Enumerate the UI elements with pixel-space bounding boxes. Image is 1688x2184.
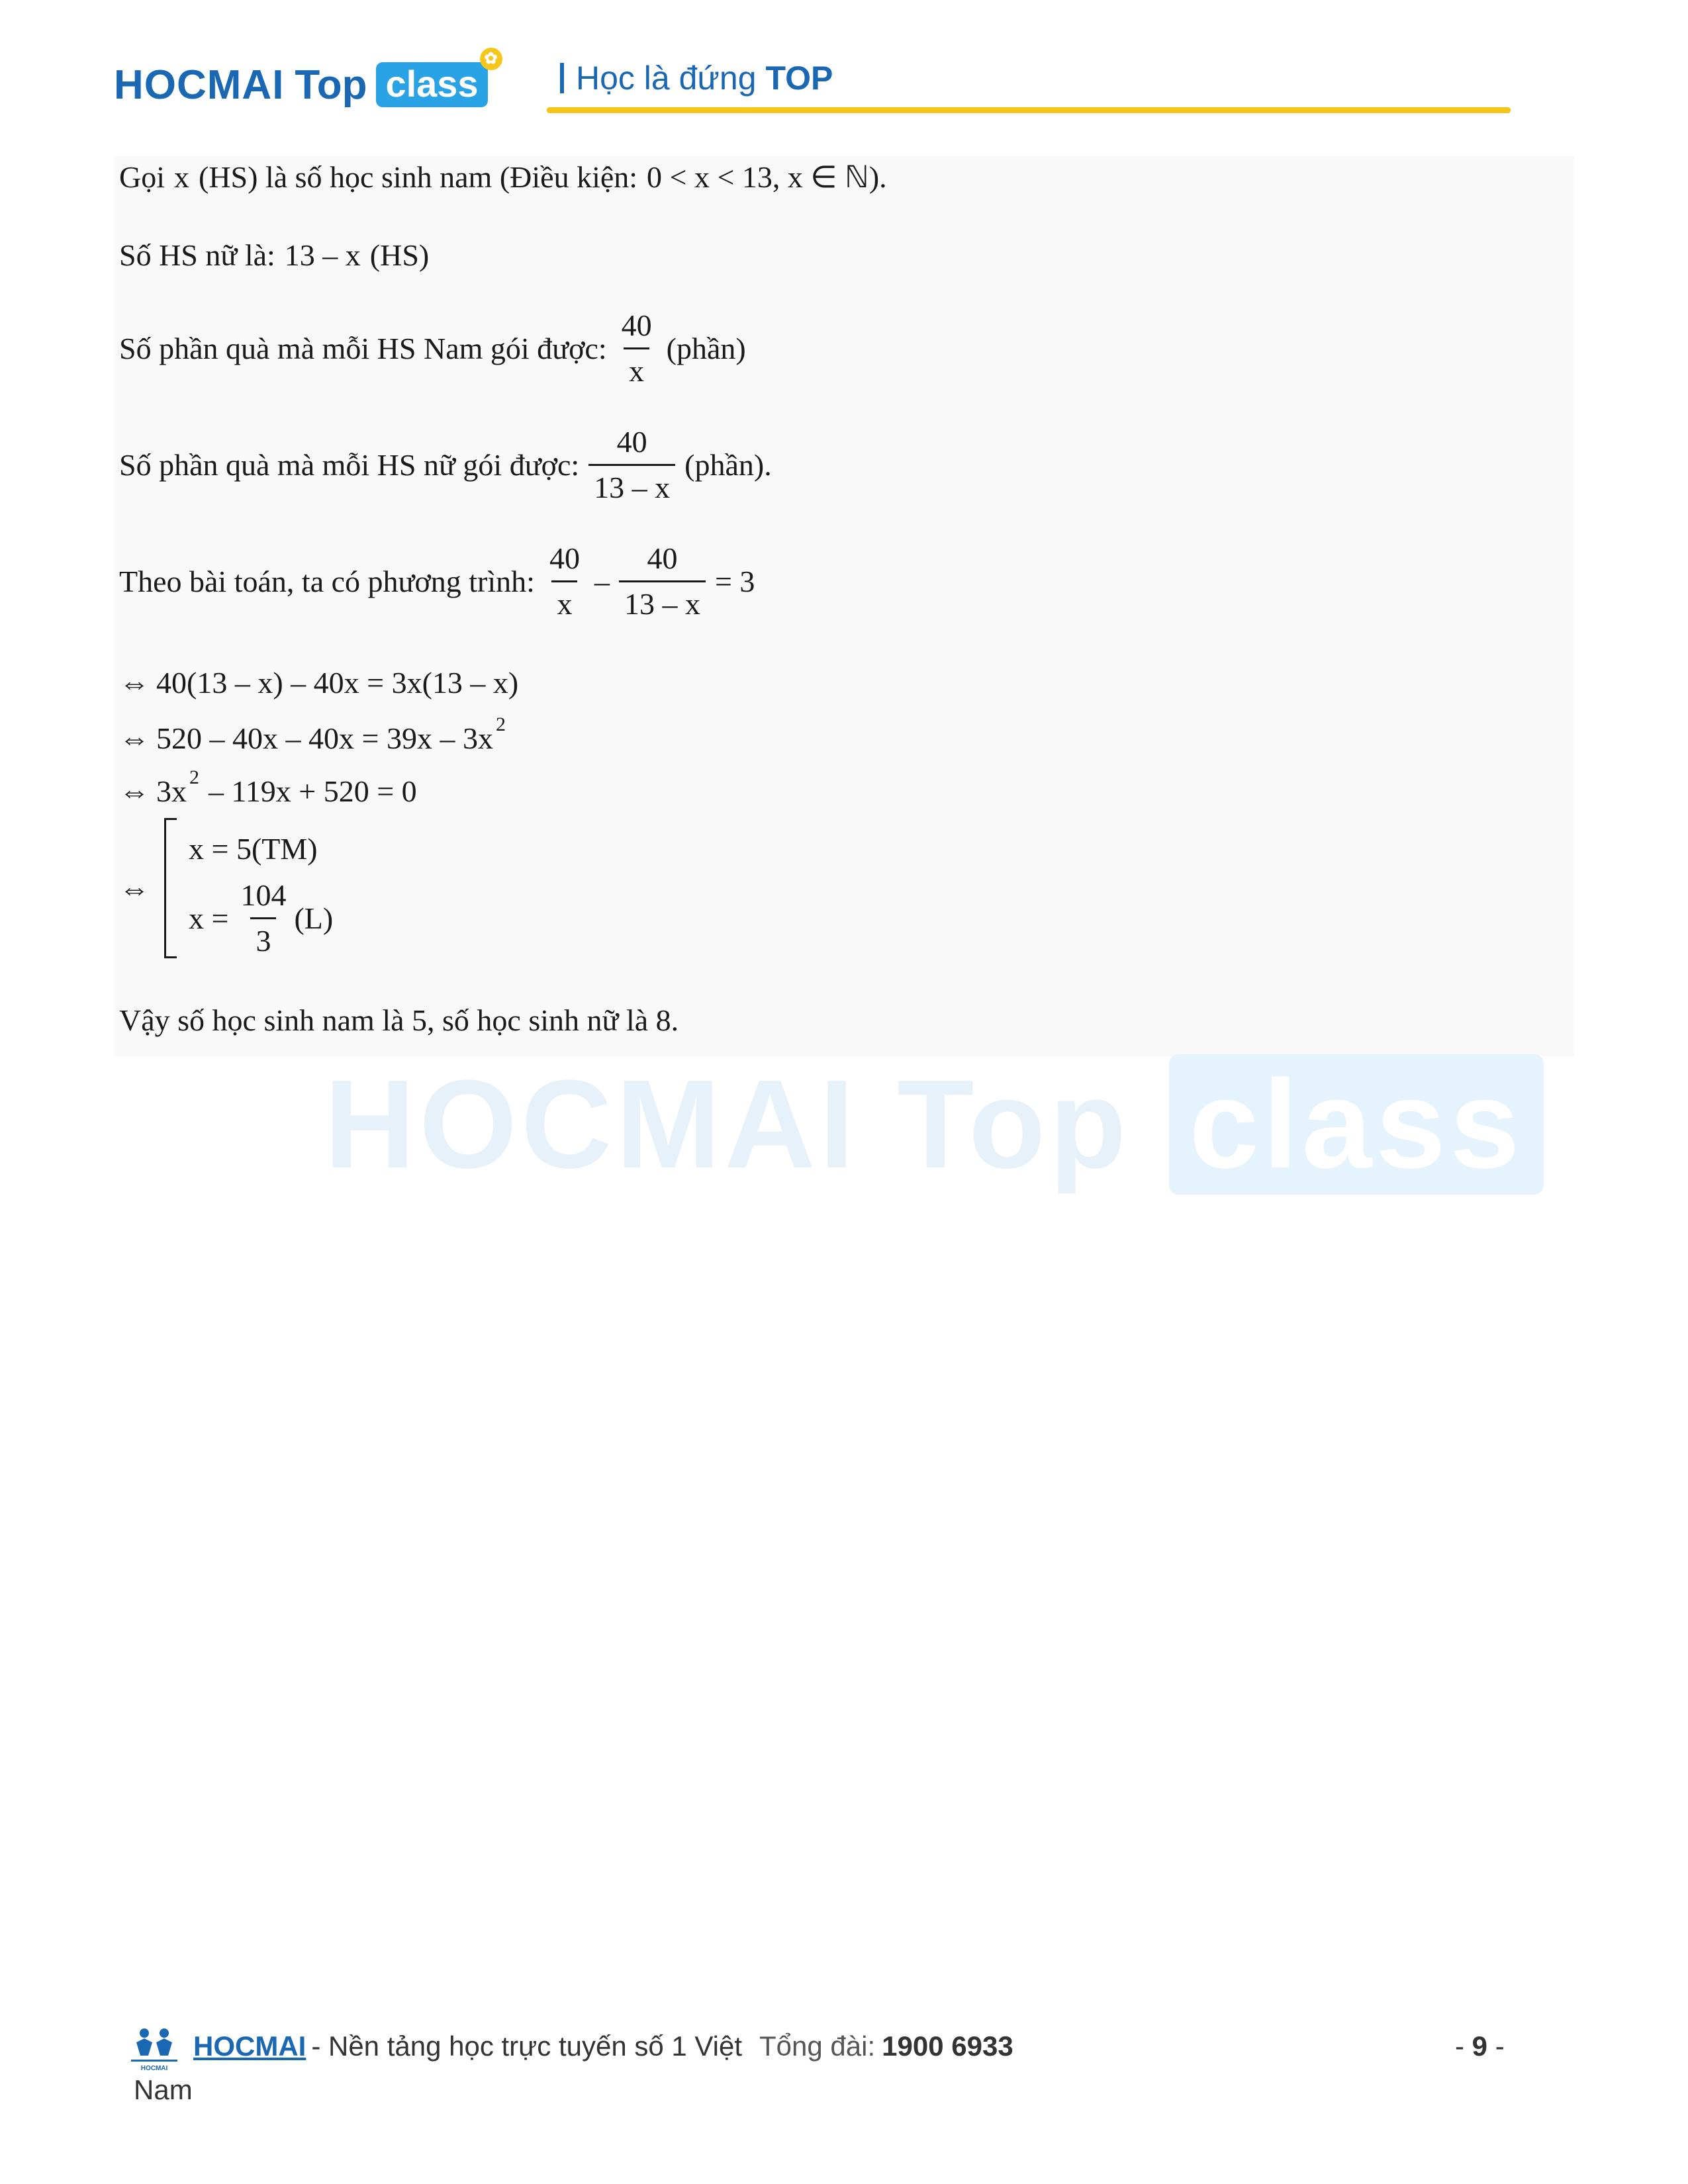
math-expr: 13 – x [284, 238, 361, 272]
exponent: 2 [189, 766, 199, 788]
math-expr: 3x [156, 774, 187, 808]
logo-top-text: Top [295, 62, 367, 108]
step-1 [119, 659, 518, 705]
fraction [235, 874, 291, 963]
star-icon: ✿ [480, 48, 502, 70]
watermark-class: class [1169, 1054, 1543, 1195]
page-number [1455, 2030, 1505, 2062]
header-tagline [560, 57, 833, 99]
equivalent-symbol: ⇔ [119, 665, 150, 700]
math-expr: – 119x + 520 = 0 [209, 774, 417, 808]
unit: (HS) [369, 238, 430, 272]
svg-text:HOCMAI: HOCMAI [140, 2065, 168, 2072]
system-rows [189, 819, 333, 958]
tagline-prefix: Học là đứng [576, 60, 757, 97]
text: Theo bài toán, ta có phương trình: [119, 564, 535, 598]
tagline-top: TOP [765, 60, 833, 97]
hocmai-footer-logo-icon [130, 2026, 179, 2073]
math-expr: = 3 [714, 564, 755, 598]
denominator: 13 – x [619, 580, 706, 626]
footer-tagline-wrap: Nam [134, 2074, 193, 2105]
step-3 [119, 766, 417, 813]
line-girls-gifts [119, 418, 772, 511]
text: Số phần quà mà mỗi HS nữ gói được: [119, 447, 580, 482]
footer-hotline-label: Tổng đài: [759, 2030, 876, 2062]
logo-class-text: class [385, 63, 479, 105]
footer-hotline-number: 1900 6933 [882, 2030, 1013, 2062]
conclusion [119, 998, 679, 1042]
system-row [189, 878, 333, 958]
page-number-value: 9 [1472, 2030, 1488, 2062]
hocmai-topclass-logo [114, 50, 498, 111]
exponent: 2 [495, 713, 506, 735]
fraction [544, 537, 585, 626]
footer-tagline: - Nền tảng học trực tuyến số 1 Việt [311, 2030, 743, 2062]
fraction [588, 420, 675, 510]
equivalent-symbol: ⇔ [119, 774, 150, 808]
footer-brand-link[interactable]: HOCMAI [193, 2030, 306, 2062]
step-2 [119, 713, 506, 760]
fraction [619, 537, 706, 626]
math-expr: x = 5(TM) [189, 831, 318, 866]
fraction [616, 304, 657, 393]
denominator: x [551, 580, 577, 626]
math-expr: (L) [294, 901, 334, 935]
text: Số HS nữ là: [119, 238, 275, 272]
solution-system [119, 818, 333, 958]
denominator: 3 [250, 917, 276, 963]
equivalent-symbol: ⇔ [119, 721, 150, 755]
logo-hocmai-text: HOCMAI [114, 62, 285, 108]
operator: – [594, 564, 610, 598]
math-expr: 40(13 – x) – 40x = 3x(13 – x) [156, 665, 519, 700]
denominator: x [624, 347, 649, 393]
unit: (phần). [684, 447, 772, 482]
numerator: 40 [549, 541, 580, 575]
line-girls-count [119, 233, 429, 277]
condition: 0 < x < 13, x ∈ ℕ [647, 160, 869, 194]
system-bracket [164, 818, 177, 958]
math-var: x [174, 159, 189, 194]
text: Gọi [119, 159, 165, 194]
line-boys-gifts [119, 302, 746, 394]
numerator: 40 [616, 424, 647, 459]
logo-class-badge [376, 50, 498, 107]
numerator: 40 [621, 308, 652, 342]
watermark [324, 1052, 1544, 1197]
text: ). [868, 159, 887, 194]
watermark-text: HOCMAI Top [324, 1054, 1131, 1195]
text: (HS) là số học sinh nam (Điều kiện: [199, 159, 638, 194]
page-dash: - [1455, 2030, 1464, 2062]
numerator: 40 [647, 541, 678, 575]
line-equation [119, 535, 755, 627]
tagline-divider [560, 63, 564, 93]
system-row [189, 819, 333, 878]
numerator: 104 [240, 878, 287, 912]
text: Số phần quà mà mỗi HS Nam gói được: [119, 331, 607, 365]
line-let-x [119, 155, 887, 199]
header-underline [547, 107, 1511, 113]
math-expr: x = [189, 901, 229, 935]
math-expr: 520 – 40x – 40x = 39x – 3x [156, 721, 493, 755]
text: Vậy số học sinh nam là 5, số học sinh nữ là 8. [119, 1003, 679, 1037]
footer-text [193, 2030, 1013, 2062]
denominator: 13 – x [588, 464, 675, 510]
page-dash: - [1495, 2030, 1505, 2062]
equivalent-symbol: ⇔ [119, 871, 150, 905]
unit: (phần) [666, 331, 746, 365]
